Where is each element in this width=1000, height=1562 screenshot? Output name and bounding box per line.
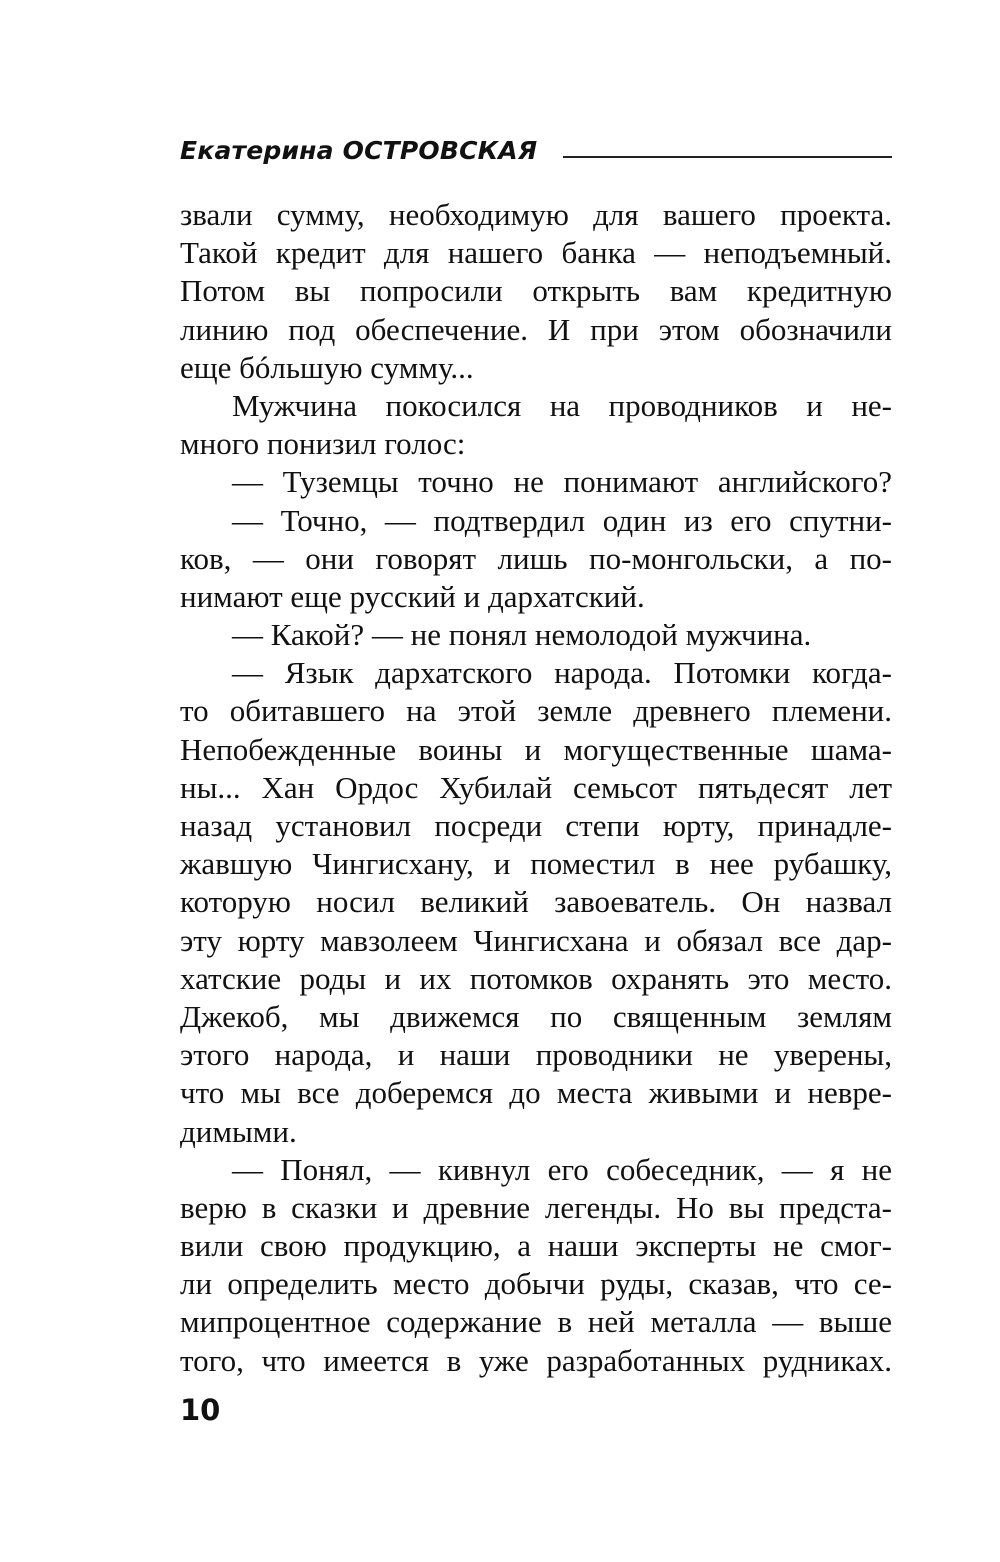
text-line: звали сумму, необходимую для вашего проекта. bbox=[180, 197, 892, 232]
text-line: — Язык дархатского народа. Потомки когда- bbox=[232, 655, 892, 691]
text-line: того, что имеется в уже разработанных рудниках. bbox=[180, 1342, 892, 1378]
text-line: верю в сказки и древние легенды. Но вы предста- bbox=[180, 1189, 892, 1225]
text-line: этого народа, и наши проводники не уверены, bbox=[180, 1037, 892, 1073]
text-line: Потом вы попросили открыть вам кредитную bbox=[180, 273, 892, 309]
text-line: жавшую Чингисхану, и поместил в нее рубашку, bbox=[180, 846, 892, 882]
text-line: назад установил посреди степи юрту, принадле- bbox=[180, 808, 892, 843]
header-rule bbox=[563, 156, 892, 158]
text-line: Джекоб, мы движемся по священным землям bbox=[180, 998, 892, 1034]
text-line: вили свою продукцию, а наши эксперты не смог- bbox=[180, 1228, 892, 1264]
text-line: то обитавшего на этой земле древнего племени. bbox=[180, 693, 892, 729]
text-line: много понизил голос: bbox=[180, 426, 466, 462]
text-line: — Понял, — кивнул его собеседник, — я не bbox=[232, 1151, 892, 1187]
text-line: — Какой? — не понял немолодой мужчина. bbox=[232, 617, 812, 653]
running-head bbox=[180, 130, 892, 170]
text-line: Мужчина покосился на проводников и не- bbox=[232, 387, 892, 423]
text-line: — Туземцы точно не понимают английского? bbox=[232, 464, 892, 500]
text-line: Непобежденные воины и могущественные шама- bbox=[180, 731, 892, 767]
text-line: — Точно, — подтвердил один из его спутни- bbox=[232, 502, 892, 538]
text-line: что мы все доберемся до места живыми и невре- bbox=[180, 1075, 892, 1111]
text-line: хатские роды и их потомков охранять это место. bbox=[180, 960, 892, 996]
text-line: ны... Хан Ордос Хубилай семьсот пятьдесят лет bbox=[180, 769, 892, 805]
text-line: нимают еще русский и дархатский. bbox=[180, 578, 645, 614]
text-line: эту юрту мавзолеем Чингисхана и обязал все дар- bbox=[180, 922, 892, 958]
page-number: 10 bbox=[180, 1393, 221, 1427]
text-line: еще бóльшую сумму... bbox=[180, 349, 474, 385]
text-line: ли определить место добычи руды, сказав, что се- bbox=[180, 1266, 892, 1302]
text-line: которую носил великий завоеватель. Он назвал bbox=[180, 884, 892, 920]
text-line: димыми. bbox=[180, 1113, 297, 1149]
body-text bbox=[180, 196, 892, 1380]
text-line: мипроцентное содержание в ней металла — выше bbox=[180, 1304, 892, 1340]
text-line: ков, — они говорят лишь по-монгольски, а по- bbox=[180, 540, 892, 576]
text-line: Такой кредит для нашего банка — неподъемный. bbox=[180, 235, 892, 271]
text-line: линию под обеспечение. И при этом обозначили bbox=[180, 311, 892, 347]
author-name: Екатерина ОСТРОВСКАЯ bbox=[180, 135, 538, 165]
